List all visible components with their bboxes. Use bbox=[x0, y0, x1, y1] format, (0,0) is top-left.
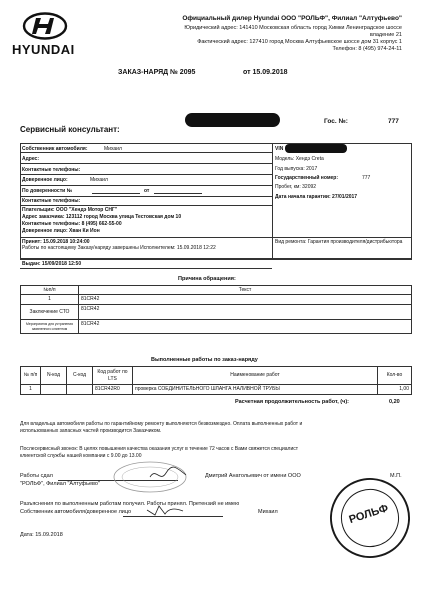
works-col-name: Наименование работ bbox=[133, 367, 378, 385]
works-col-num: № п/п bbox=[21, 367, 41, 385]
block-divider bbox=[272, 143, 273, 259]
power-from-label: от bbox=[144, 188, 150, 194]
gos-label: Гос. №: bbox=[324, 118, 348, 125]
warranty-start: Дата начала гарантии: 27/01/2017 bbox=[275, 194, 358, 200]
works-col-lts: Код работ по LTS bbox=[93, 367, 133, 385]
mileage: Пробег, км: 32092 bbox=[275, 184, 317, 190]
phones2-label: Контактные телефоны: bbox=[22, 198, 81, 204]
completed: Работы по настоящему Заказу/наряду завершены Исполнителем: 15.09.2018 12:22 bbox=[22, 245, 216, 251]
handed-line-1: Работы сдал bbox=[20, 473, 53, 479]
call-line-2: клиентской службы нашей компании с 9.00 до 13.00 bbox=[20, 453, 142, 459]
order-date: от 15.09.2018 bbox=[243, 69, 288, 76]
actual-address: Фактический адрес: 127410 город Москва Алтуфьевское шоссе дом 31 корпус 1 bbox=[197, 39, 402, 45]
address-label: Адрес: bbox=[22, 156, 39, 162]
footer-date: Дата: 15.09.2018 bbox=[20, 532, 63, 538]
handed-line-2: "РОЛЬФ", Филиал "Алтуфьево" bbox=[20, 481, 100, 487]
customer-phones: Контактные телефоны: 8 (495) 662-55-00 bbox=[22, 221, 122, 227]
owner-sign-label: Собственник автомобиля/доверенное лицо bbox=[20, 509, 131, 515]
owner-label: Собственник автомобиля: bbox=[22, 146, 88, 152]
call-line-1: Послесервисный звонок: В целях повышения качества оказания услуг в течение 72 часов с Вами свяжется специалист bbox=[20, 446, 299, 452]
state-number-label: Государственный номер: bbox=[275, 175, 339, 181]
explanation: Разъяснения по выполненным работам получил. Работы принял. Претензий не имею bbox=[20, 501, 240, 507]
issued: Выдан: 15/09/2018 12:50 bbox=[22, 261, 82, 267]
note-line-1: Для владельца автомобиля работы по гарантийному ремонту выполняются безвозмездно. Оплата выполненных работ и bbox=[20, 421, 303, 427]
note-line-2: использованных запасных частей производится Заказчиком. bbox=[20, 428, 162, 434]
mp-label: М.П. bbox=[390, 473, 402, 479]
works-col-ncode: N-код bbox=[41, 367, 67, 385]
reasons-col-num: №п/п bbox=[21, 286, 79, 295]
accepted: Принят: 15.09.2018 10:24:00 bbox=[22, 239, 90, 245]
customer-address: Адрес заказчика: 123112 город Москва улица Тестовская дом 10 bbox=[22, 214, 182, 220]
order-title: ЗАКАЗ-НАРЯД № 2095 bbox=[118, 69, 196, 76]
customer-trustee: Доверенное лицо: Хван Ки Ион bbox=[22, 228, 100, 234]
works-title: Выполненные работы по заказ-наряду bbox=[151, 357, 258, 363]
table-row bbox=[21, 385, 412, 395]
works-row-ncode bbox=[41, 385, 67, 395]
gos-value: 777 bbox=[388, 118, 399, 125]
works-total-value: 0,20 bbox=[389, 399, 400, 405]
stamp-text: РОЛЬФ bbox=[347, 502, 390, 527]
measures-label: Мероприятия для устранения заявленного клиентом bbox=[21, 320, 79, 334]
car-year: Год выпуска: 2017 bbox=[275, 166, 318, 172]
hyundai-logo-icon bbox=[22, 12, 68, 40]
works-row-num: 1 bbox=[21, 385, 41, 395]
conclusion-text: 81CR42 bbox=[79, 305, 412, 320]
legal-address-line-1: Юридический адрес: 141410 Московская область город Химки Ленинградское шоссе bbox=[184, 25, 402, 31]
payer: Плательщик: ООО "Хендэ Мотор СНГ" bbox=[22, 207, 118, 213]
trustee-value: Михаил bbox=[90, 177, 108, 183]
works-table bbox=[20, 366, 412, 395]
reasons-table bbox=[20, 285, 412, 334]
dealer-name: Официальный дилер Hyundai ООО "РОЛЬФ", Филиал "Алтуфьево" bbox=[182, 15, 402, 22]
repair-type: Вид ремонта: Гарантия производителя/дистрибьютора bbox=[275, 239, 403, 245]
phones-label: Контактные телефоны: bbox=[22, 167, 81, 173]
redacted-vin bbox=[285, 144, 347, 153]
reasons-row-text: 81CR42 bbox=[79, 295, 412, 305]
state-number-value: 777 bbox=[362, 175, 371, 181]
works-total-label: Расчетная продолжительность работ, (ч): bbox=[235, 399, 349, 405]
trustee-label: Доверенное лицо: bbox=[22, 177, 68, 183]
reasons-row-num: 1 bbox=[21, 295, 79, 305]
conclusion-label: Заключение СТО bbox=[21, 305, 79, 320]
signed-by-power: Дмитрий Анатольевич от имени ООО bbox=[205, 473, 301, 479]
company-stamp-icon bbox=[320, 468, 421, 569]
vin-label: VIN bbox=[275, 146, 284, 152]
car-model: Модель: Хендэ Creta bbox=[275, 156, 324, 162]
works-col-qty: Кол-во bbox=[378, 367, 412, 385]
reasons-col-text: Текст bbox=[79, 286, 412, 295]
works-row-name: проверка СОЕДИНИТЕЛЬНОГО ШЛАНГА НАЛИВНОЙ ТРУБЫ bbox=[133, 385, 378, 395]
works-row-qty: 1,00 bbox=[378, 385, 412, 395]
power-of-attorney-label: По доверенности № bbox=[22, 188, 73, 194]
works-row-lts: 81CR42R0 bbox=[93, 385, 133, 395]
consultant-signature-icon bbox=[148, 463, 188, 485]
owner-sign-name: Михаил bbox=[258, 509, 278, 515]
phone: Телефон: 8 (495) 974-24-11 bbox=[332, 46, 402, 52]
legal-address-line-2: владение 21 bbox=[369, 32, 402, 38]
reasons-title: Причина обращения: bbox=[178, 276, 236, 282]
owner-signature-icon bbox=[145, 502, 185, 518]
logo-text: HYUNDAI bbox=[12, 42, 75, 57]
consultant-label: Сервисный консультант: bbox=[20, 125, 120, 134]
measures-text: 81CR42 bbox=[79, 320, 412, 334]
works-col-scode: С-код bbox=[67, 367, 93, 385]
redacted-consultant bbox=[185, 113, 280, 127]
works-row-scode bbox=[67, 385, 93, 395]
owner-value: Михаил bbox=[104, 146, 122, 152]
